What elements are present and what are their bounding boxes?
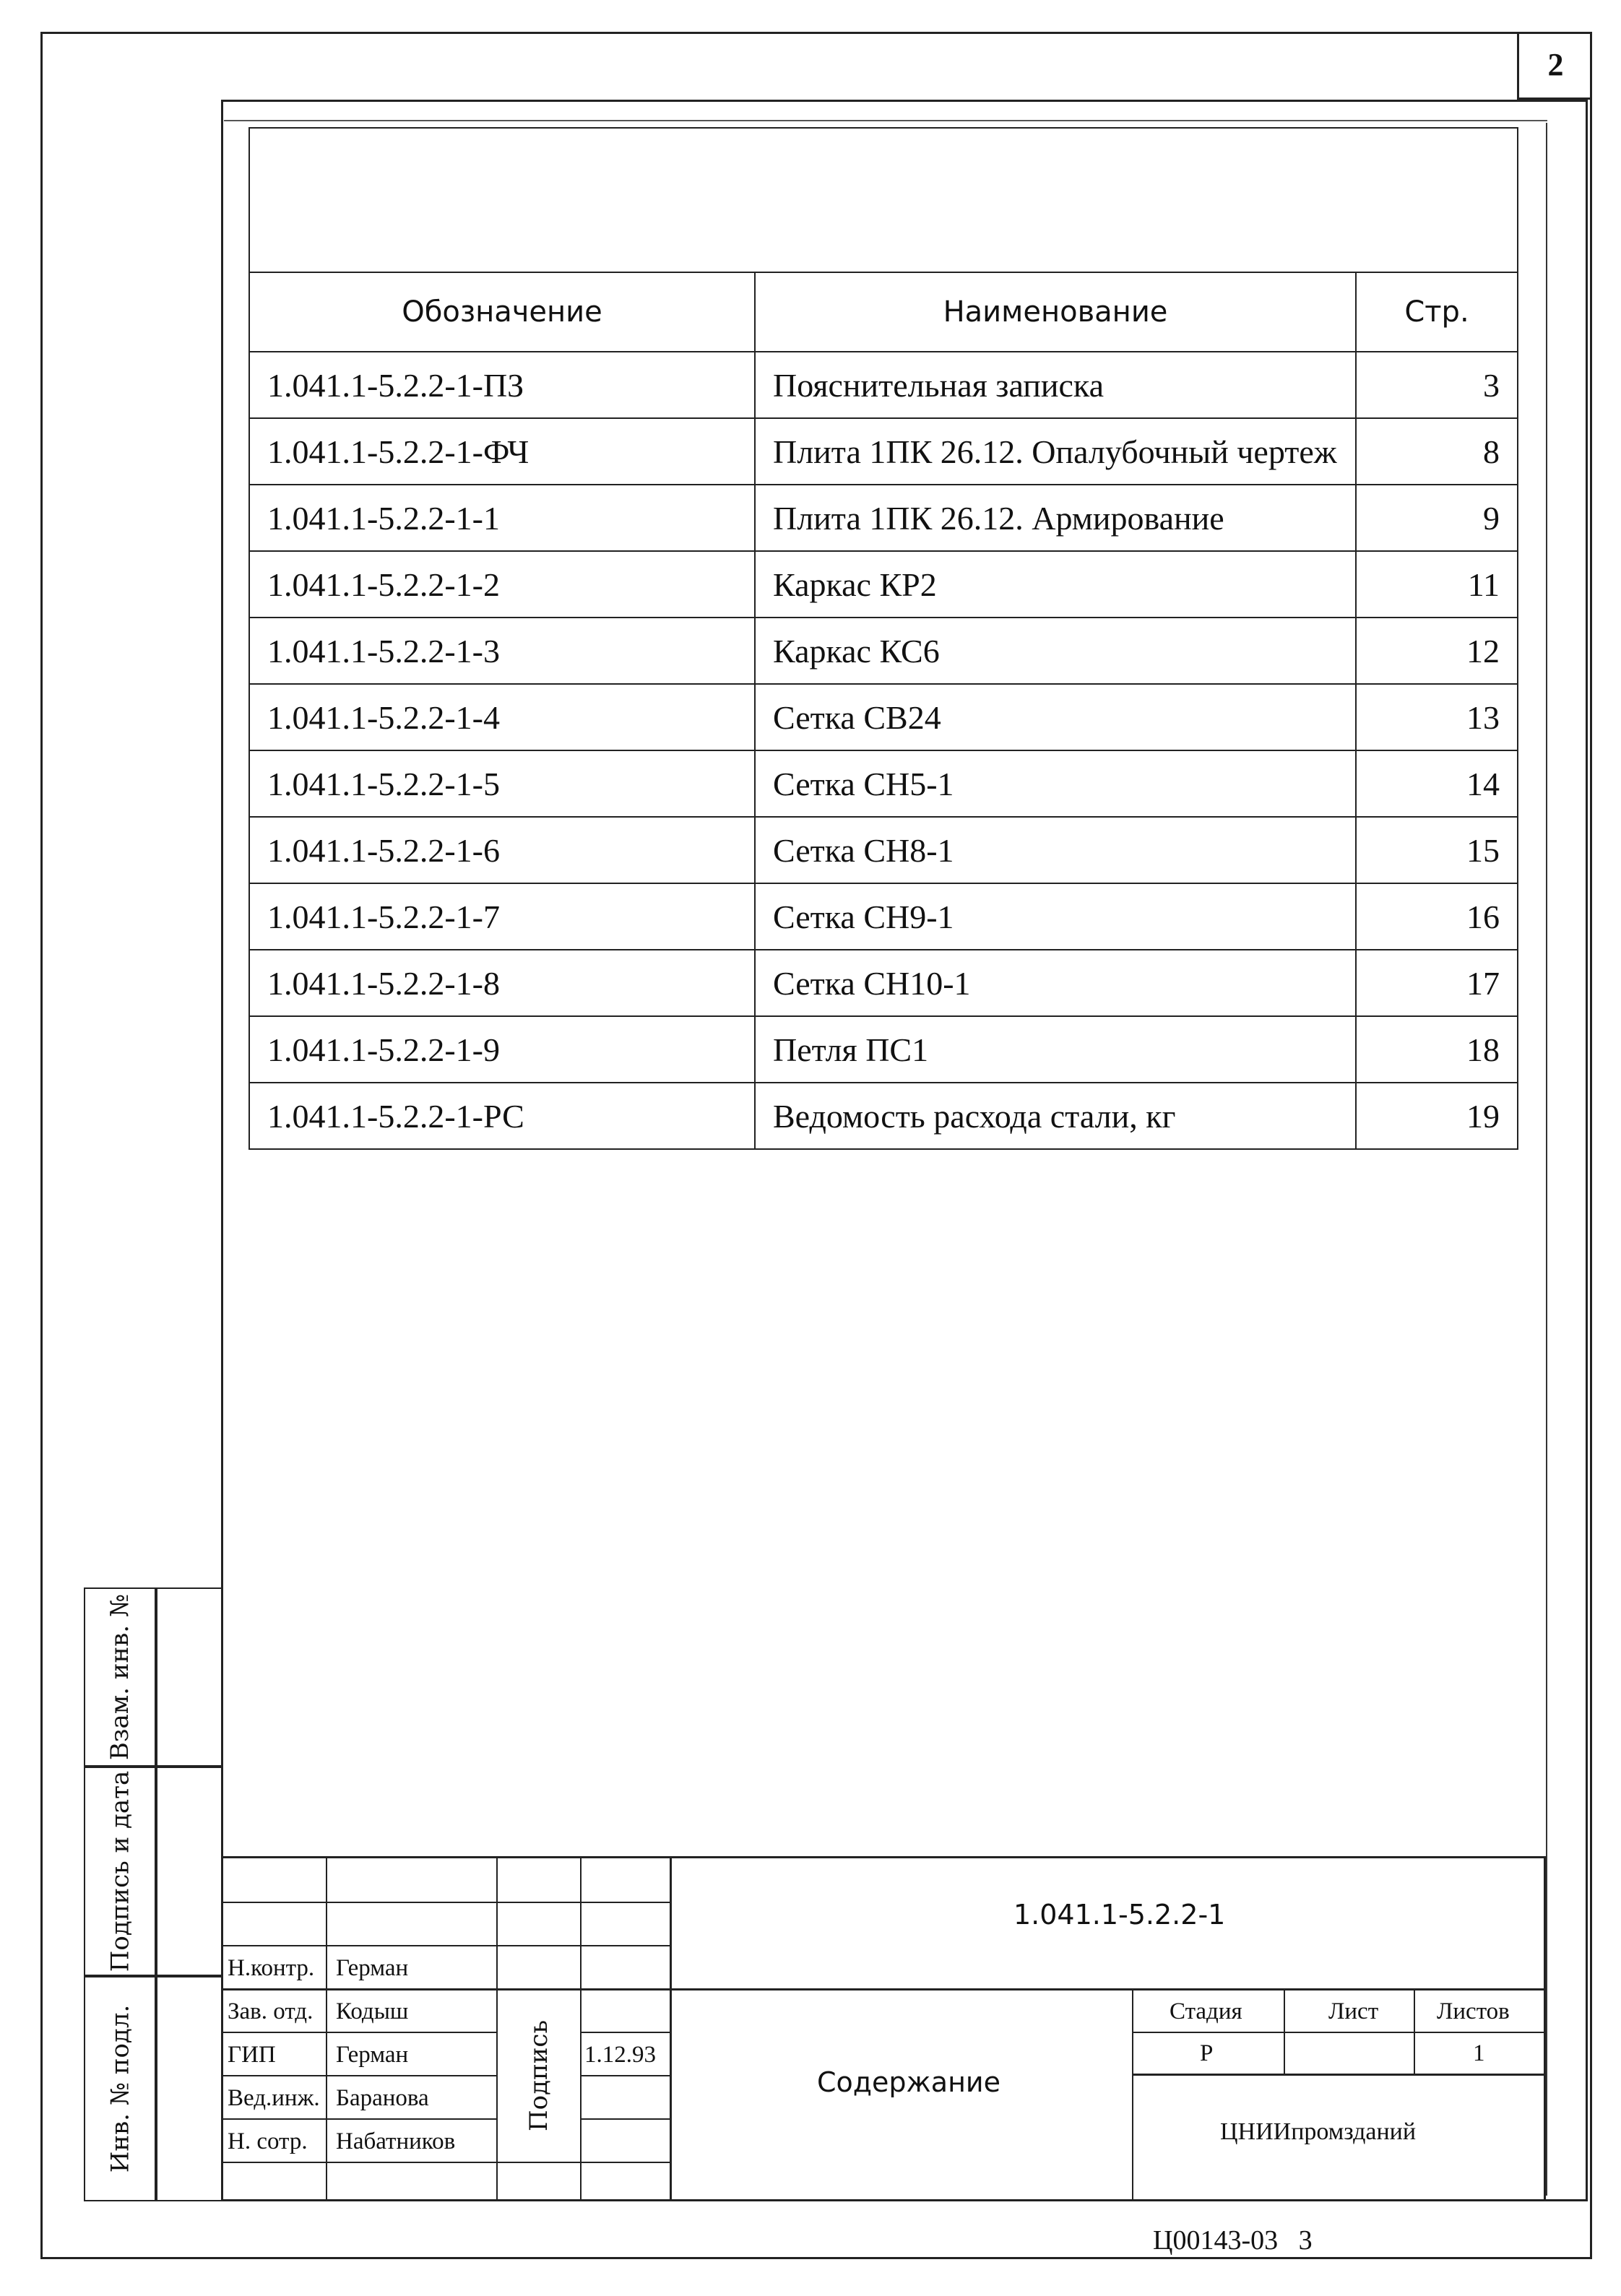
- document-code: 1.041.1-5.2.2-1: [1013, 1899, 1226, 1931]
- table-row: [249, 883, 1518, 950]
- cell-name: Петля ПС1: [755, 1016, 1356, 1083]
- cell-page: 19: [1356, 1083, 1518, 1149]
- footer-code: [1153, 2224, 1313, 2256]
- cell-page: 15: [1356, 817, 1518, 883]
- organization: ЦНИИпромзданий: [1220, 2118, 1417, 2145]
- cell-page: 13: [1356, 684, 1518, 750]
- role-label: Н. сотр.: [228, 2128, 308, 2154]
- table-row: [249, 1016, 1518, 1083]
- cell-name: Плита 1ПК 26.12. Армирование: [755, 485, 1356, 551]
- side-stamp-replace-inv: [84, 1587, 156, 1767]
- table-row: [249, 817, 1518, 883]
- table-row: [249, 684, 1518, 750]
- frame-line: [1546, 123, 1547, 2196]
- cell-page: 3: [1356, 352, 1518, 418]
- cell-designation: 1.041.1-5.2.2-1-РС: [249, 1083, 755, 1149]
- side-label-sign-date: Подпись и дата: [105, 1770, 134, 1972]
- sheets-value: 1: [1473, 2040, 1485, 2066]
- cell-name: Пояснительная записка: [755, 352, 1356, 418]
- cell-page: 17: [1356, 950, 1518, 1016]
- cell-page: 16: [1356, 883, 1518, 950]
- person-name: Герман: [336, 1955, 409, 1981]
- person-name: Баранова: [336, 2085, 429, 2111]
- role-label: Зав. отд.: [228, 1998, 314, 2024]
- sheets-label: Листов: [1437, 1998, 1510, 2024]
- cell-name: Сетка СН5-1: [755, 750, 1356, 817]
- sign-date: 1.12.93: [584, 2042, 656, 2068]
- signature-label: Подпись: [524, 2020, 553, 2131]
- cell-designation: 1.041.1-5.2.2-1-7: [249, 883, 755, 950]
- title-block: [221, 1856, 1546, 2201]
- role-label: ГИП: [228, 2042, 276, 2068]
- side-label-replace-inv: Взам. инв. №: [105, 1593, 134, 1761]
- person-name: Набатников: [336, 2128, 456, 2154]
- frame-line: [224, 120, 1547, 121]
- cell-name: Ведомость расхода стали, кг: [755, 1083, 1356, 1149]
- cell-name: Сетка СН10-1: [755, 950, 1356, 1016]
- contents-table: [248, 127, 1518, 1150]
- table-blank-row: [249, 128, 1518, 272]
- table-row: [249, 485, 1518, 551]
- cell-name: Плита 1ПК 26.12. Опалубочный чертеж: [755, 418, 1356, 485]
- table-row: [249, 618, 1518, 684]
- cell-page: 14: [1356, 750, 1518, 817]
- cell-name: Сетка СН9-1: [755, 883, 1356, 950]
- cell-designation: 1.041.1-5.2.2-1-9: [249, 1016, 755, 1083]
- table-row: [249, 1083, 1518, 1149]
- role-label: Вед.инж.: [228, 2085, 320, 2111]
- sheet-label: Лист: [1328, 1998, 1379, 2024]
- side-stamp-cell: [156, 1587, 222, 1767]
- cell-name: Каркас КС6: [755, 618, 1356, 684]
- stage-label: Стадия: [1170, 1998, 1242, 2024]
- footer-doc-code: Ц00143-03: [1153, 2225, 1279, 2256]
- cell-designation: 1.041.1-5.2.2-1-2: [249, 551, 755, 618]
- cell-designation: 1.041.1-5.2.2-1-ПЗ: [249, 352, 755, 418]
- side-label-inv-orig: Инв. № подл.: [105, 2004, 134, 2173]
- table-row: [249, 551, 1518, 618]
- cell-designation: 1.041.1-5.2.2-1-6: [249, 817, 755, 883]
- table-row: [249, 950, 1518, 1016]
- header-name: Наименование: [755, 272, 1356, 352]
- side-stamp-inv-orig: [84, 1976, 156, 2201]
- side-stamp-cell: [156, 1976, 222, 2201]
- signature-column: [498, 1990, 580, 2162]
- role-label: Н.контр.: [228, 1955, 315, 1981]
- cell-page: 8: [1356, 418, 1518, 485]
- cell-page: 11: [1356, 551, 1518, 618]
- header-page: Стр.: [1356, 272, 1518, 352]
- side-stamp-cell: [156, 1767, 222, 1976]
- table-row: [249, 418, 1518, 485]
- table-row: [249, 750, 1518, 817]
- footer-page: 3: [1298, 2225, 1313, 2256]
- cell-name: Сетка СВ24: [755, 684, 1356, 750]
- cell-designation: 1.041.1-5.2.2-1-ФЧ: [249, 418, 755, 485]
- stage-value: Р: [1200, 2040, 1214, 2066]
- cell-page: 12: [1356, 618, 1518, 684]
- page-number: 2: [1517, 32, 1592, 100]
- cell-name: Каркас КР2: [755, 551, 1356, 618]
- person-name: Кодыш: [336, 1998, 409, 2024]
- cell-name: Сетка СН8-1: [755, 817, 1356, 883]
- cell-designation: 1.041.1-5.2.2-1-3: [249, 618, 755, 684]
- cell-designation: 1.041.1-5.2.2-1-4: [249, 684, 755, 750]
- table-row: [249, 352, 1518, 418]
- cell-page: 18: [1356, 1016, 1518, 1083]
- cell-designation: 1.041.1-5.2.2-1-8: [249, 950, 755, 1016]
- header-designation: Обозначение: [249, 272, 755, 352]
- cell-designation: 1.041.1-5.2.2-1-5: [249, 750, 755, 817]
- sheet-title: Содержание: [817, 2066, 1000, 2098]
- table-header-row: [249, 272, 1518, 352]
- cell-page: 9: [1356, 485, 1518, 551]
- person-name: Герман: [336, 2042, 409, 2068]
- cell-designation: 1.041.1-5.2.2-1-1: [249, 485, 755, 551]
- side-stamp-sign-date: [84, 1767, 156, 1976]
